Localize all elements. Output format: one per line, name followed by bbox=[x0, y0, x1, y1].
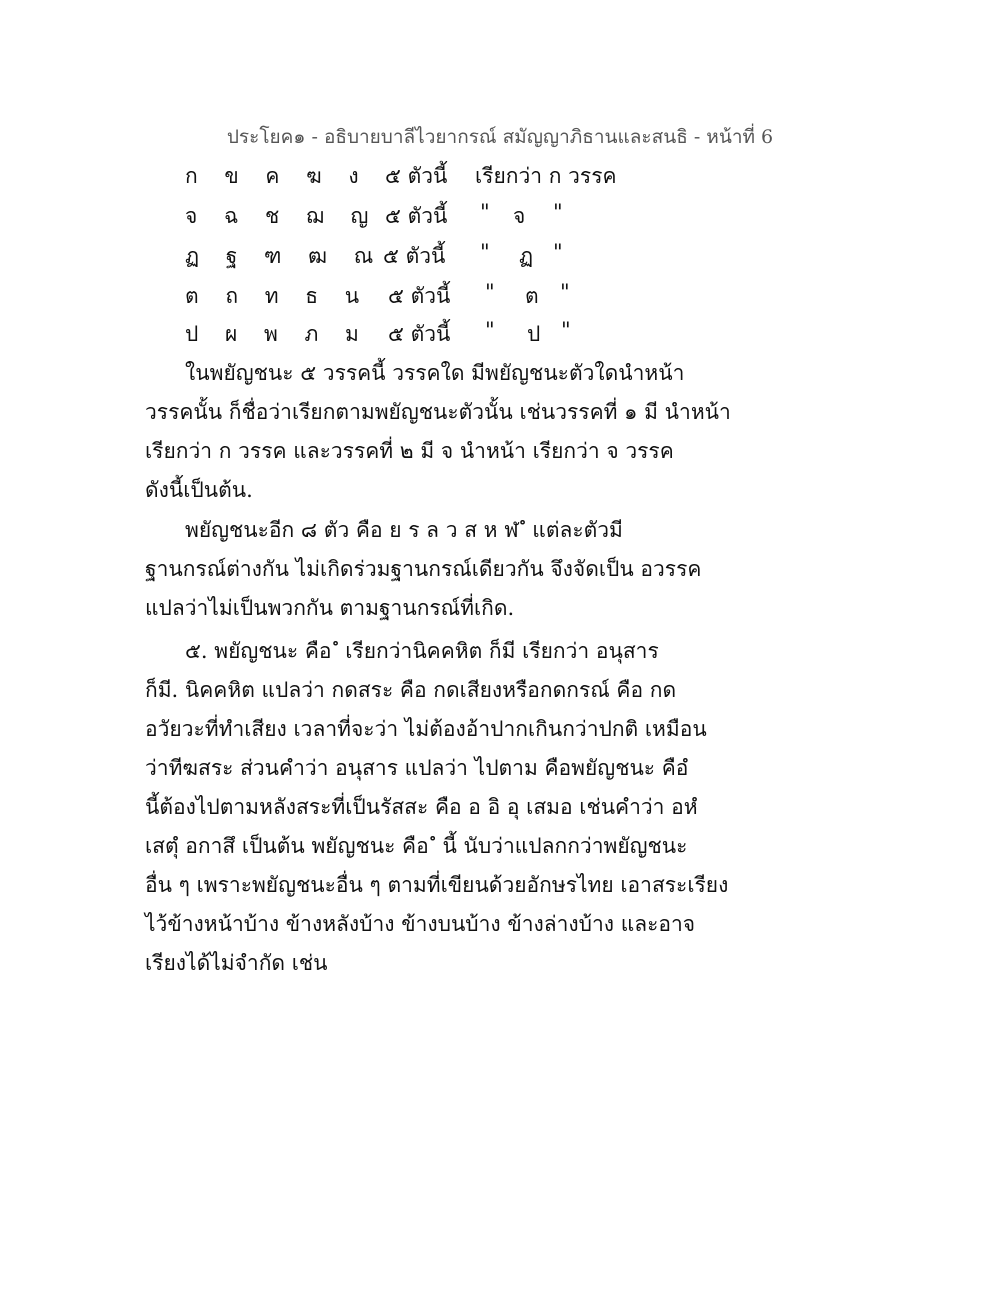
paragraph-line: ว่าทีฆสระ ส่วนคำว่า อนุสาร แปลว่า ไปตาม คือพยัญชนะ คือํ bbox=[145, 756, 689, 780]
paragraph-line: แปลว่าไม่เป็นพวกกัน ตามฐานกรณ์ที่เกิด. bbox=[145, 596, 515, 620]
paragraph-line: ไว้ข้างหน้าบ้าง ข้างหลังบ้าง ข้างบนบ้าง ข้างล่างบ้าง และอาจ bbox=[145, 912, 696, 936]
vagga-count: ๕ ตัวนี้ bbox=[388, 284, 451, 308]
paragraph-niggahita bbox=[145, 632, 729, 983]
ditto-mark: " bbox=[553, 200, 563, 224]
paragraph-line: อวัยวะที่ทำเสียง เวลาที่จะว่า ไม่ต้องอ้าปากเกินกว่าปกติ เหมือน bbox=[145, 717, 707, 741]
paragraph-line: ๕. พยัญชนะ คือ ํ เรียกว่านิคคหิต ก็มี เรียกว่า อนุสาร bbox=[185, 639, 659, 663]
paragraph-line: พยัญชนะอีก ๘ ตัว คือ ย ร ล ว ส ห ฬ ํ แต่ละตัวมี bbox=[185, 518, 623, 542]
page-header: ประโยค๑ - อธิบายบาลีไวยากรณ์ สมัญญาภิธานและสนธิ - หน้าที่ 6 bbox=[226, 126, 774, 148]
paragraph-line: วรรคนั้น ก็ชื่อว่าเรียกตามพยัญชนะตัวนั้น เช่นวรรคที่ ๑ มี นำหน้า bbox=[145, 400, 731, 424]
ditto-mark: " bbox=[485, 280, 495, 304]
paragraph-vagga-naming bbox=[145, 354, 731, 510]
paragraph-line: ดังนี้เป็นต้น. bbox=[145, 478, 253, 502]
vagga-name: ป bbox=[527, 322, 541, 346]
paragraph-line: เรียกว่า ก วรรค และวรรคที่ ๒ มี จ นำหน้า เรียกว่า จ วรรค bbox=[145, 439, 674, 463]
vagga-letters: จ ฉ ช ฌ ญ bbox=[185, 204, 379, 228]
ditto-mark: " bbox=[485, 318, 495, 342]
vagga-count: ๕ ตัวนี้ bbox=[385, 204, 448, 228]
paragraph-line: เรียงได้ไม่จำกัด เช่น bbox=[145, 951, 328, 975]
paragraph-line: อื่น ๆ เพราะพยัญชนะอื่น ๆ ตามที่เขียนด้วยอักษรไทย เอาสระเรียง bbox=[145, 873, 729, 897]
vagga-label: เรียกว่า ก วรรค bbox=[475, 164, 617, 188]
paragraph-line: ก็มี. นิคคหิต แปลว่า กดสระ คือ กดเสียงหรือกดกรณ์ คือ กด bbox=[145, 678, 677, 702]
vagga-letters: ฏ ฐ ฑ ฒ ณ bbox=[185, 244, 384, 268]
paragraph-avagga bbox=[145, 511, 705, 628]
paragraph-line: นี้ต้องไปตามหลังสระที่เป็นรัสสะ คือ อ อิ อุ เสมอ เช่นคำว่า อหํ bbox=[145, 795, 698, 819]
ditto-mark: " bbox=[480, 240, 490, 264]
vagga-name: ต bbox=[525, 284, 539, 308]
vagga-letters: ป ผ พ ภ ม bbox=[185, 322, 369, 346]
paragraph-line: ในพยัญชนะ ๕ วรรคนี้ วรรคใด มีพยัญชนะตัวใดนำหน้า bbox=[185, 361, 685, 385]
ditto-mark: " bbox=[553, 240, 563, 264]
vagga-count: ๕ ตัวนี้ bbox=[383, 244, 446, 268]
vagga-letters: ก ข ค ฆ ง bbox=[185, 164, 369, 188]
paragraph-line: เสตุํ อกาสึ เป็นต้น พยัญชนะ คือ ํ นี้ นับว่าแปลกกว่าพยัญชนะ bbox=[145, 834, 688, 858]
vagga-name: จ bbox=[513, 204, 526, 228]
vagga-name: ฏ bbox=[519, 244, 534, 268]
ditto-mark: " bbox=[560, 280, 570, 304]
ditto-mark: " bbox=[561, 318, 571, 342]
vagga-count: ๕ ตัวนี้ bbox=[388, 322, 451, 346]
vagga-count: ๕ ตัวนี้ bbox=[385, 164, 448, 188]
paragraph-line: ฐานกรณ์ต่างกัน ไม่เกิดร่วมฐานกรณ์เดียวกัน จึงจัดเป็น อวรรค bbox=[145, 557, 702, 581]
vagga-letters: ต ถ ท ธ น bbox=[185, 284, 370, 308]
ditto-mark: " bbox=[480, 200, 490, 224]
